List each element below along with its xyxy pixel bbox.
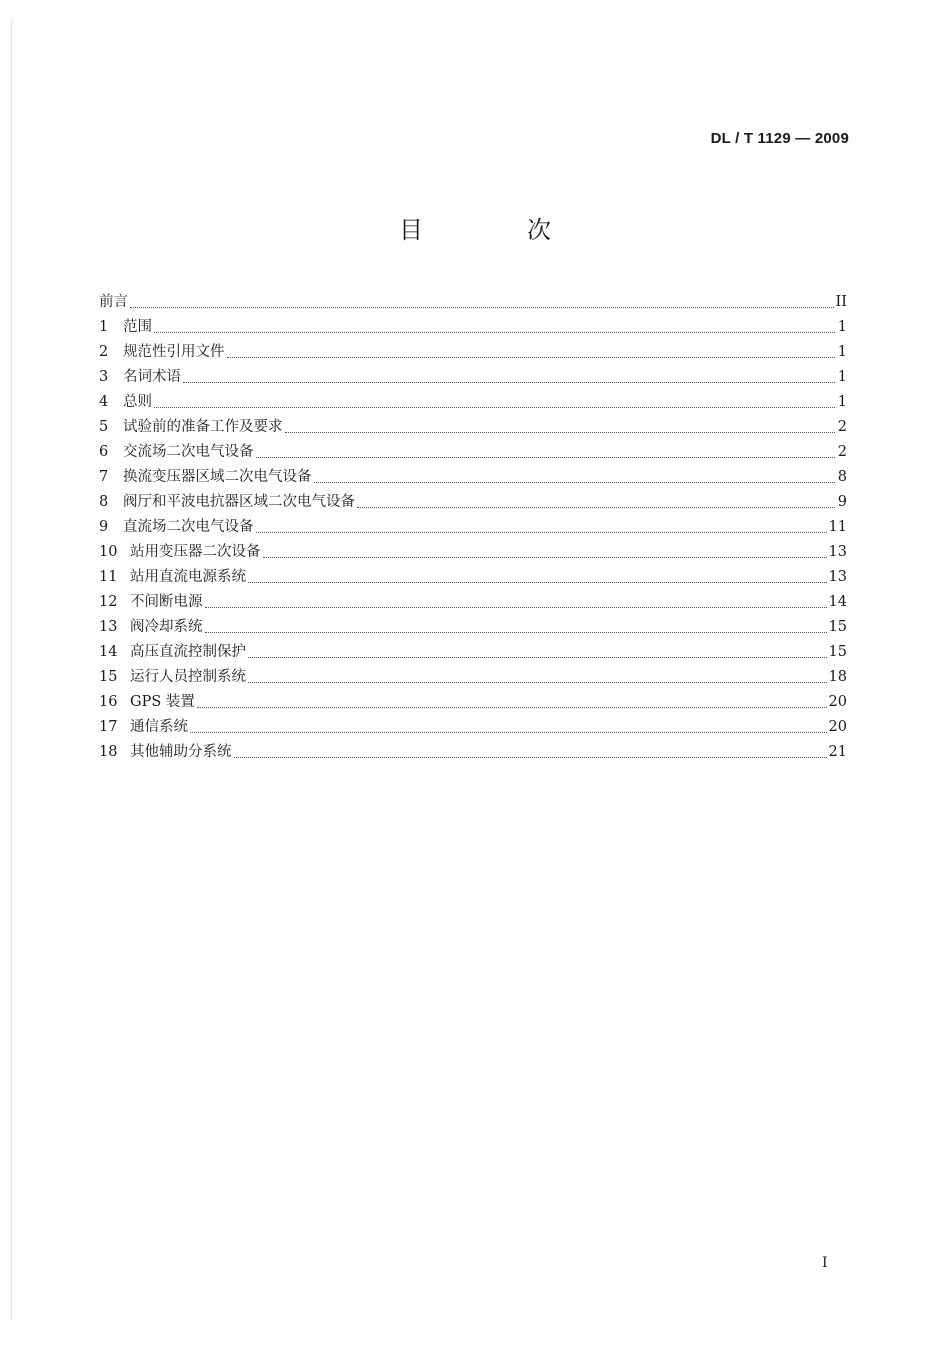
table-of-contents — [99, 290, 847, 765]
toc-entry-title: 直流场二次电气设备 — [123, 519, 254, 535]
toc-entry-number: 8 — [99, 494, 109, 510]
toc-entry-number: 2 — [99, 344, 109, 360]
toc-entry-title: 其他辅助分系统 — [130, 744, 232, 760]
toc-entry[interactable] — [99, 715, 847, 740]
toc-entry-page: 8 — [837, 469, 847, 485]
toc-dot-leader — [205, 631, 827, 633]
toc-entry-title: 高压直流控制保护 — [130, 644, 246, 660]
toc-entry-page: 13 — [828, 544, 847, 560]
toc-entry-page: 11 — [828, 519, 847, 535]
toc-entry[interactable] — [99, 590, 847, 615]
toc-entry-page: 20 — [828, 694, 847, 710]
toc-entry-number: 11 — [99, 569, 118, 585]
toc-entry-page: 2 — [837, 444, 847, 460]
toc-entry-page: 1 — [837, 344, 847, 360]
toc-entry-page: 13 — [828, 569, 847, 585]
toc-dot-leader — [205, 606, 827, 608]
toc-entry-title: 总则 — [123, 394, 152, 410]
toc-entry-number: 3 — [99, 369, 109, 385]
toc-entry-title: 范围 — [123, 319, 152, 335]
toc-dot-leader — [154, 331, 835, 333]
toc-dot-leader — [357, 506, 835, 508]
toc-entry[interactable] — [99, 365, 847, 390]
toc-entry-number: 6 — [99, 444, 109, 460]
toc-entry[interactable] — [99, 465, 847, 490]
toc-entry-page: 14 — [828, 594, 847, 610]
toc-dot-leader — [234, 756, 827, 758]
toc-entry-number: 5 — [99, 419, 109, 435]
toc-entry-title: 运行人员控制系统 — [130, 669, 246, 685]
toc-entry-number: 14 — [99, 644, 118, 660]
toc-entry-number: 16 — [99, 694, 118, 710]
toc-entry-title: 站用变压器二次设备 — [130, 544, 261, 560]
toc-entry-page: II — [835, 294, 847, 310]
toc-dot-leader — [256, 456, 836, 458]
toc-entry-title: 不间断电源 — [130, 594, 203, 610]
toc-entry-number: 18 — [99, 744, 118, 760]
toc-dot-leader — [285, 431, 836, 433]
toc-entry-page: 15 — [828, 619, 847, 635]
toc-entry-title: GPS 装置 — [130, 694, 195, 710]
standard-code: DL / T 1129 — 2009 — [710, 130, 849, 147]
toc-dot-leader — [263, 556, 827, 558]
toc-entry-title: 站用直流电源系统 — [130, 569, 246, 585]
toc-entry-title: 名词术语 — [123, 369, 181, 385]
toc-entry-page: 15 — [828, 644, 847, 660]
toc-entry-title: 交流场二次电气设备 — [123, 444, 254, 460]
toc-title: 目 次 — [399, 216, 591, 244]
toc-entry-title: 规范性引用文件 — [123, 344, 225, 360]
toc-dot-leader — [183, 381, 835, 383]
toc-entry[interactable] — [99, 740, 847, 765]
toc-entry-page: 1 — [837, 369, 847, 385]
toc-entry-number: 1 — [99, 319, 109, 335]
toc-dot-leader — [256, 531, 827, 533]
toc-entry-number: 17 — [99, 719, 118, 735]
toc-entry[interactable] — [99, 690, 847, 715]
toc-dot-leader — [227, 356, 836, 358]
toc-entry-page: 21 — [828, 744, 847, 760]
toc-entry[interactable] — [99, 515, 847, 540]
toc-entry-title: 换流变压器区域二次电气设备 — [123, 469, 312, 485]
toc-entry[interactable] — [99, 490, 847, 515]
toc-entry-title: 试验前的准备工作及要求 — [123, 419, 283, 435]
toc-entry-page: 1 — [837, 394, 847, 410]
toc-entry-number: 10 — [99, 544, 118, 560]
toc-entry[interactable] — [99, 390, 847, 415]
toc-entry[interactable] — [99, 565, 847, 590]
toc-entry-title: 前言 — [99, 294, 128, 310]
toc-entry-number: 4 — [99, 394, 109, 410]
toc-entry[interactable] — [99, 415, 847, 440]
toc-dot-leader — [197, 706, 827, 708]
toc-entry-title: 阀冷却系统 — [130, 619, 203, 635]
toc-dot-leader — [248, 581, 827, 583]
toc-dot-leader — [154, 406, 835, 408]
toc-entry[interactable] — [99, 290, 847, 315]
toc-entry[interactable] — [99, 540, 847, 565]
toc-entry[interactable] — [99, 440, 847, 465]
toc-entry-title: 通信系统 — [130, 719, 188, 735]
toc-entry-number: 9 — [99, 519, 109, 535]
toc-entry-number: 12 — [99, 594, 118, 610]
toc-entry-page: 18 — [828, 669, 847, 685]
toc-entry-page: 20 — [828, 719, 847, 735]
toc-dot-leader — [248, 656, 827, 658]
page-number: I — [822, 1255, 828, 1271]
toc-entry[interactable] — [99, 340, 847, 365]
toc-entry-number: 13 — [99, 619, 118, 635]
toc-entry-number: 15 — [99, 669, 118, 685]
toc-entry[interactable] — [99, 615, 847, 640]
toc-entry-page: 9 — [837, 494, 847, 510]
toc-dot-leader — [248, 681, 827, 683]
toc-entry[interactable] — [99, 315, 847, 340]
toc-dot-leader — [190, 731, 827, 733]
toc-entry[interactable] — [99, 640, 847, 665]
toc-dot-leader — [314, 481, 836, 483]
toc-entry-number: 7 — [99, 469, 109, 485]
toc-entry[interactable] — [99, 665, 847, 690]
toc-dot-leader — [130, 306, 834, 308]
toc-entry-title: 阀厅和平波电抗器区域二次电气设备 — [123, 494, 355, 510]
toc-entry-page: 2 — [837, 419, 847, 435]
toc-entry-page: 1 — [837, 319, 847, 335]
